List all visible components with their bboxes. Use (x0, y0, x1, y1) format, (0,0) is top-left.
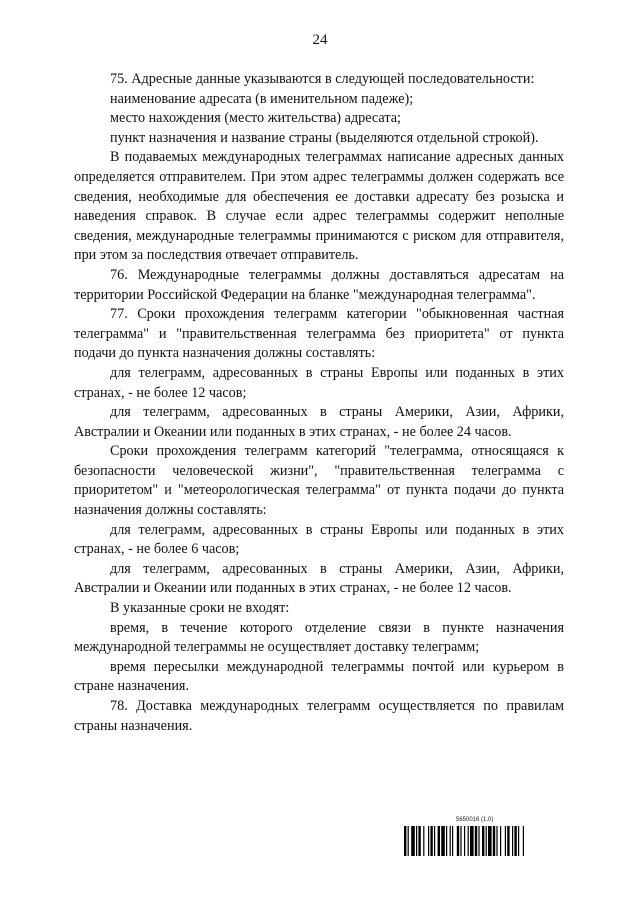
barcode-bar (460, 826, 461, 856)
paragraph-addressee-location: место нахождения (место жительства) адресата; (110, 110, 401, 127)
paragraph-priority-categories: Сроки прохождения телеграмм категорий "телеграмма, относящаяся к безопасности человеческой жизни", "правительственная телеграмма с приоритетом" и "метеорологическая телеграмма" от пункта подачи до пункта назначения должны составлять: (74, 443, 564, 519)
barcode-bar (416, 826, 417, 856)
paragraph-76: 76. Международные телеграммы должны доставляться адресатам на территории Российской Федерации на бланке "международная телеграмма". (74, 266, 564, 303)
barcode-bar (446, 826, 447, 856)
barcode-bar (423, 826, 424, 856)
barcode-bar (475, 826, 477, 856)
paragraph-78: 78. Доставка международных телеграмм осуществляется по правилам страны назначения. (74, 698, 564, 734)
paragraph-75-heading: 75. Адресные данные указываются в следующей последовательности: (110, 71, 535, 87)
barcode-bar (523, 826, 524, 856)
paragraph-destination: пункт назначения и название страны (выделяются отдельной строкой). (110, 129, 539, 146)
barcode-bar (468, 826, 469, 856)
barcode-icon (404, 826, 566, 856)
barcode-bar (507, 826, 509, 856)
barcode-bar (408, 826, 409, 856)
document-body (74, 70, 564, 736)
paragraph-excluded-delivery: время, в течение которого отделение связи в пункте назначения международной телеграммы не осуществляет доставку телеграмм; (74, 619, 564, 656)
barcode (404, 817, 566, 857)
barcode-bar (404, 826, 406, 856)
barcode-bar (486, 826, 487, 856)
barcode-bar (452, 826, 453, 856)
barcode-bar (411, 826, 415, 856)
paragraph-excluded-heading: В указанные сроки не входят: (110, 600, 290, 617)
barcode-bar (512, 826, 513, 856)
barcode-bar (482, 826, 484, 856)
paragraph-other-24h: для телеграмм, адресованных в страны Америки, Азии, Африки, Австралии и Океании или поданных в этих странах, - не более 24 часов. (74, 404, 564, 440)
barcode-code: 5650016 (1.0) (456, 817, 494, 823)
barcode-bar (450, 826, 451, 856)
paragraph-europe-12h: для телеграмм, адресованных в страны Европы или поданных в этих странах, - не более 12 часов; (74, 364, 564, 401)
barcode-bar (457, 826, 459, 856)
barcode-bar (505, 826, 506, 856)
paragraph-international-address: В подаваемых международных телеграммах написание адресных данных определяется отправителем. При этом адрес телеграммы должен содержать все сведения, необходимые для обеспечения ее доставки адресату без розыска и наведения справок. В случае если адрес телеграммы содержит неполные сведения, международные телеграммы принимаются с риском для отправителя, при этом за последствия отвечает отправитель. (74, 149, 564, 264)
barcode-bar (470, 826, 474, 856)
paragraph-excluded-forwarding: время пересылки международной телеграммы почтой или курьером в стране назначения. (74, 658, 564, 695)
paragraph-77: 77. Сроки прохождения телеграмм категории "обыкновенная частная телеграмма" и "правительственная телеграмма без приоритета" от пункта подачи до пункта назначения должны составлять: (74, 306, 564, 362)
paragraph-europe-6h: для телеграмм, адресованных в страны Европы или поданных в этих странах, - не более 6 часов; (74, 521, 564, 558)
barcode-bar (488, 826, 492, 856)
barcode-bar (438, 826, 440, 856)
barcode-bar (430, 826, 432, 856)
barcode-bar (518, 826, 519, 856)
barcode-bar (441, 826, 445, 856)
barcode-bar (418, 826, 420, 856)
barcode-bar (514, 826, 516, 856)
barcode-bar (493, 826, 495, 856)
barcode-bar (464, 826, 465, 856)
paragraph-addressee-name: наименование адресата (в именительном падеже); (110, 90, 414, 107)
barcode-bar (500, 826, 501, 856)
paragraph-other-12h: для телеграмм, адресованных в страны Америки, Азии, Африки, Австралии и Океании или поданных в этих странах, - не более 12 часов. (74, 560, 564, 597)
barcode-bar (496, 826, 497, 856)
barcode-bar (428, 826, 429, 856)
page-number: 24 (312, 32, 328, 48)
barcode-bar (478, 826, 479, 856)
barcode-bar (434, 826, 435, 856)
